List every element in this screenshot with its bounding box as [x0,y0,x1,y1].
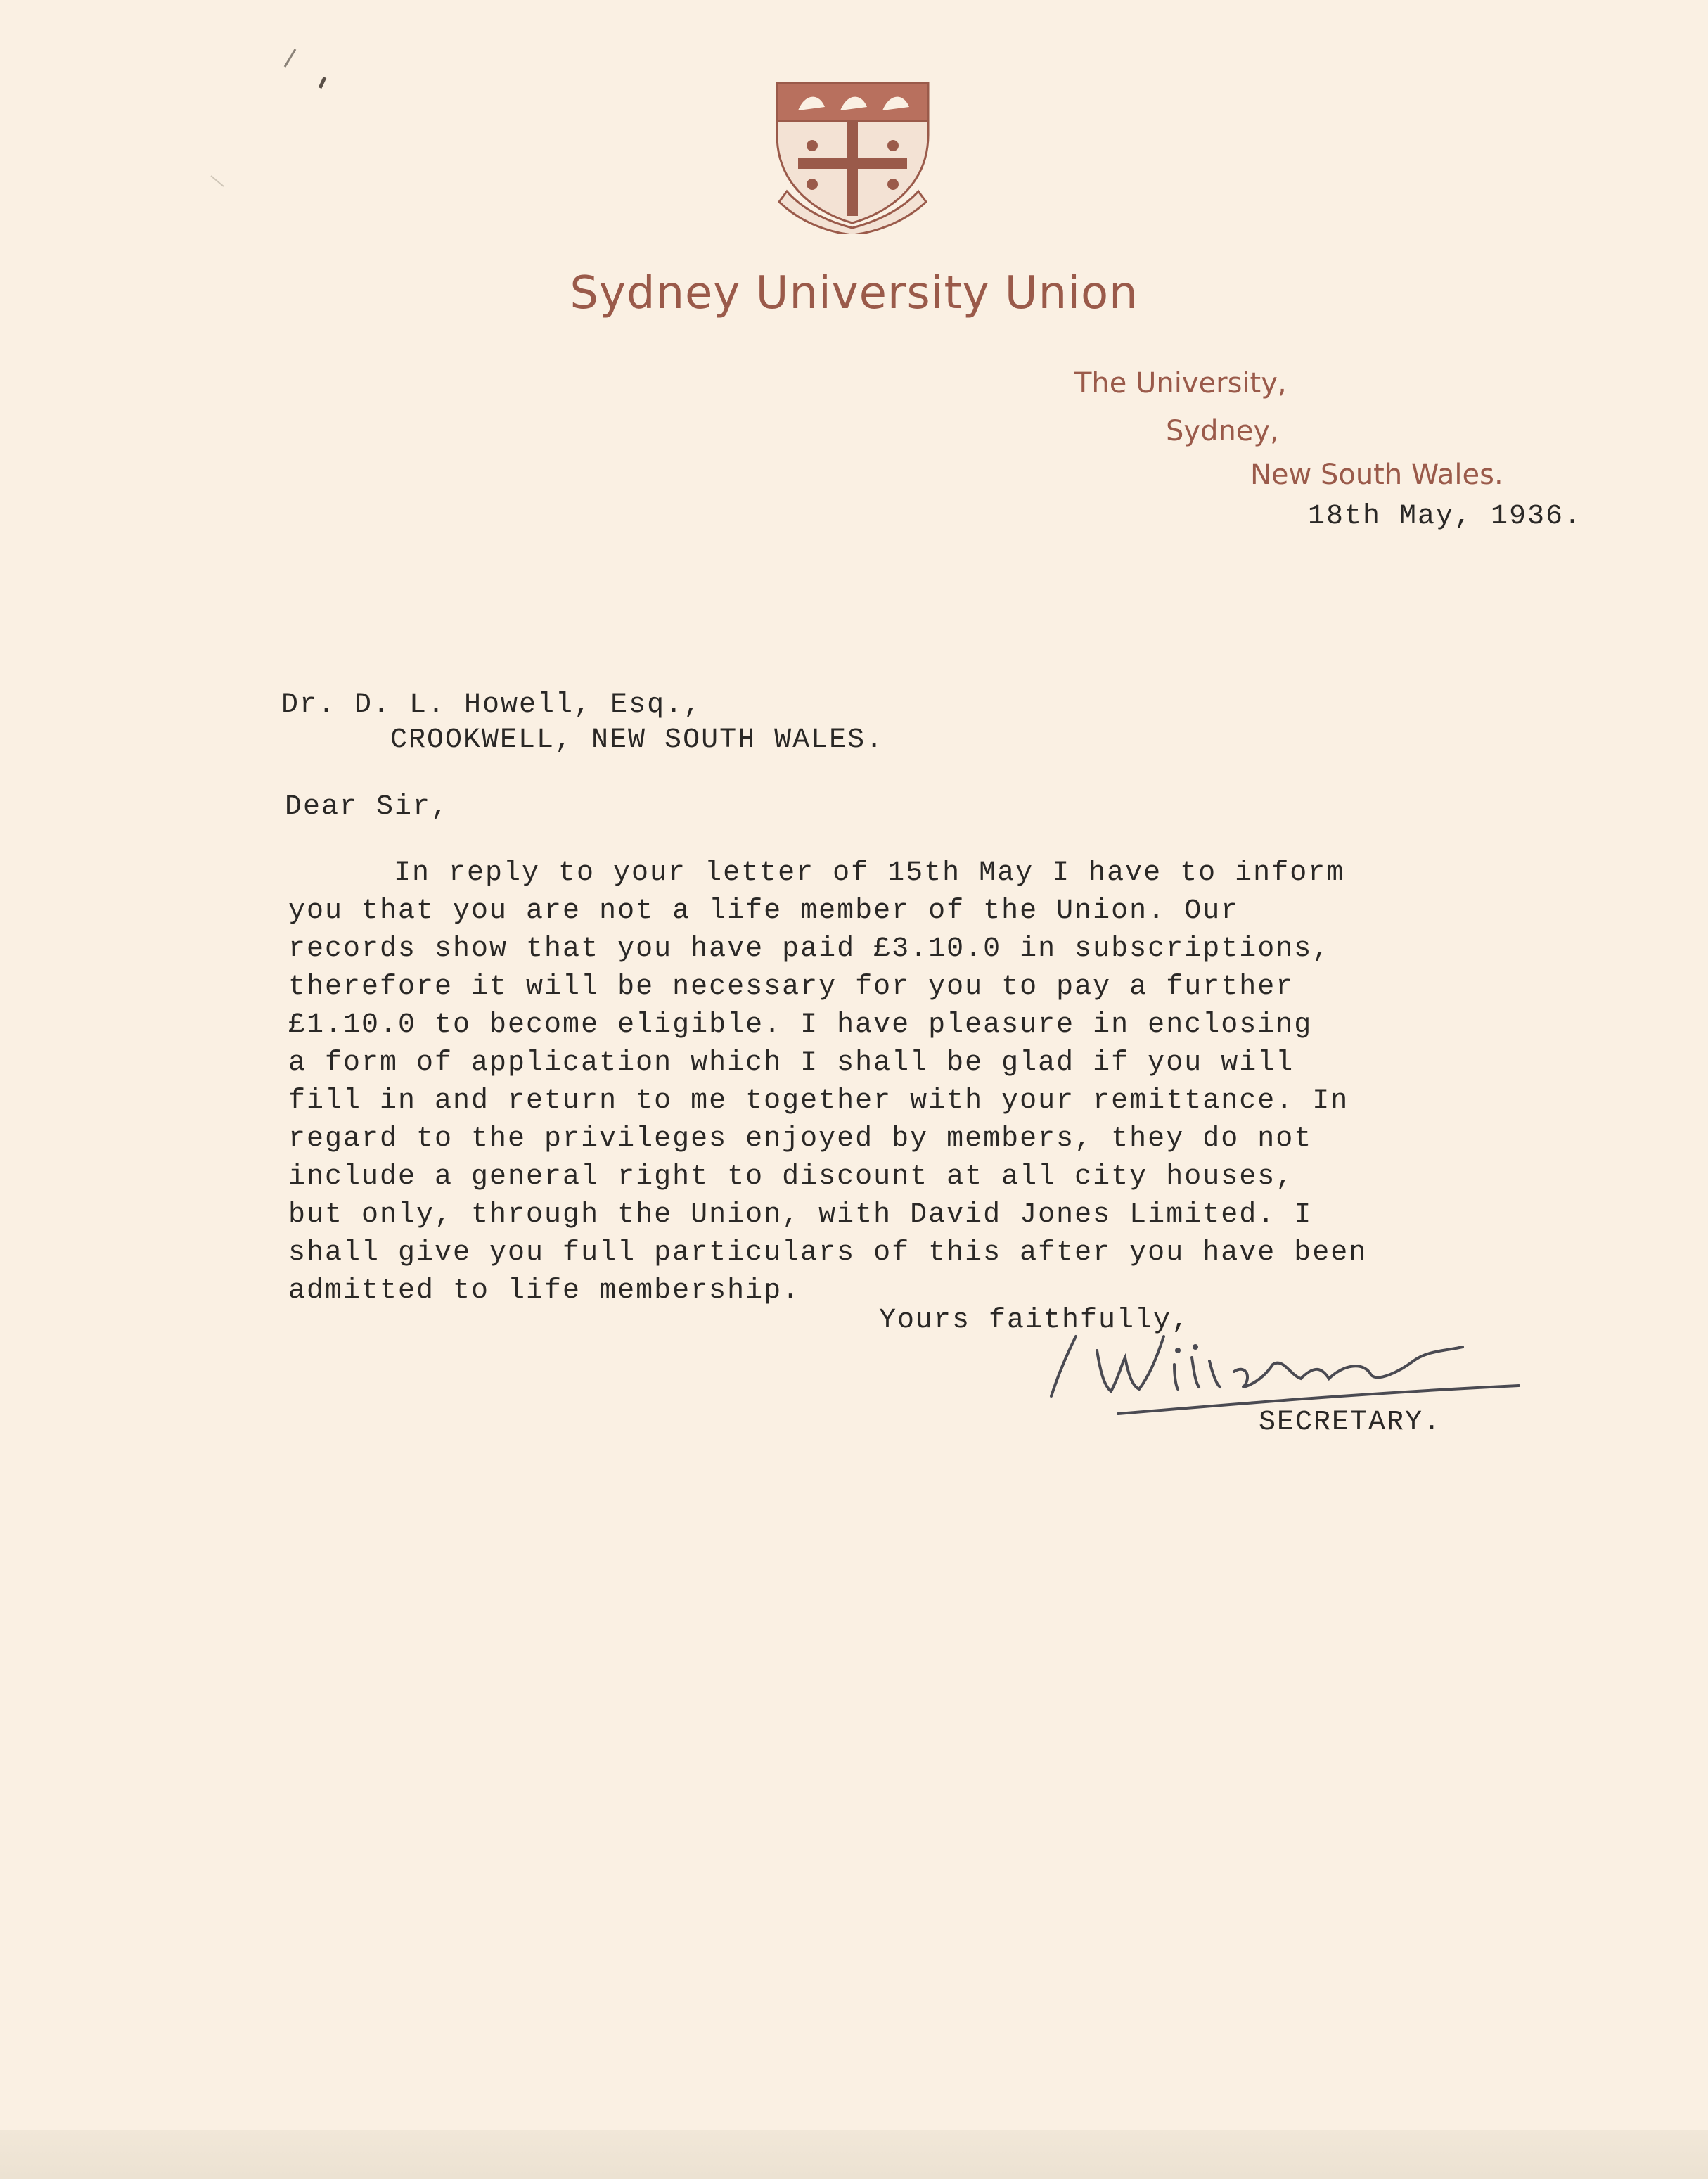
university-crest-icon [770,79,935,234]
closing: Yours faithfully, [879,1305,1190,1336]
body-line: records show that you have paid £3.10.0 in subscriptions, [288,933,1331,965]
body-line: but only, through the Union, with David Jones Limited. I [288,1199,1313,1231]
paper-marks [0,0,422,211]
body-line: £1.10.0 to become eligible. I have pleasure in enclosing [288,1009,1313,1041]
body-line: you that you are not a life member of the Union. Our [288,895,1240,927]
recipient-location: CROOKWELL, NEW SOUTH WALES. [390,724,885,756]
body-line: include a general right to discount at all city houses, [288,1161,1295,1193]
organization-name: Sydney University Union [570,267,1138,319]
address-line-3: New South Wales. [1250,459,1503,491]
body-line: In reply to your letter of 15th May I have to inform [394,857,1345,889]
recipient-name: Dr. D. L. Howell, Esq., [281,689,702,721]
letter-body [288,855,1367,1310]
body-line: shall give you full particulars of this after you have been [288,1237,1368,1269]
scan-edge [0,2130,1708,2179]
signature-image [1034,1308,1568,1421]
signatory-title: SECRETARY. [1259,1407,1442,1438]
salutation: Dear Sir, [285,791,450,823]
body-line: regard to the privileges enjoyed by members, they do not [288,1123,1313,1155]
address-line-2: Sydney, [1166,415,1279,447]
body-line: therefore it will be necessary for you to pay a further [288,971,1295,1003]
address-line-1: The University, [1074,367,1287,400]
body-line: admitted to life membership. [288,1275,801,1307]
body-line: fill in and return to me together with your remittance. In [288,1085,1349,1117]
letter-date: 18th May, 1936. [1308,501,1583,532]
body-line: a form of application which I shall be glad if you will [288,1047,1295,1079]
